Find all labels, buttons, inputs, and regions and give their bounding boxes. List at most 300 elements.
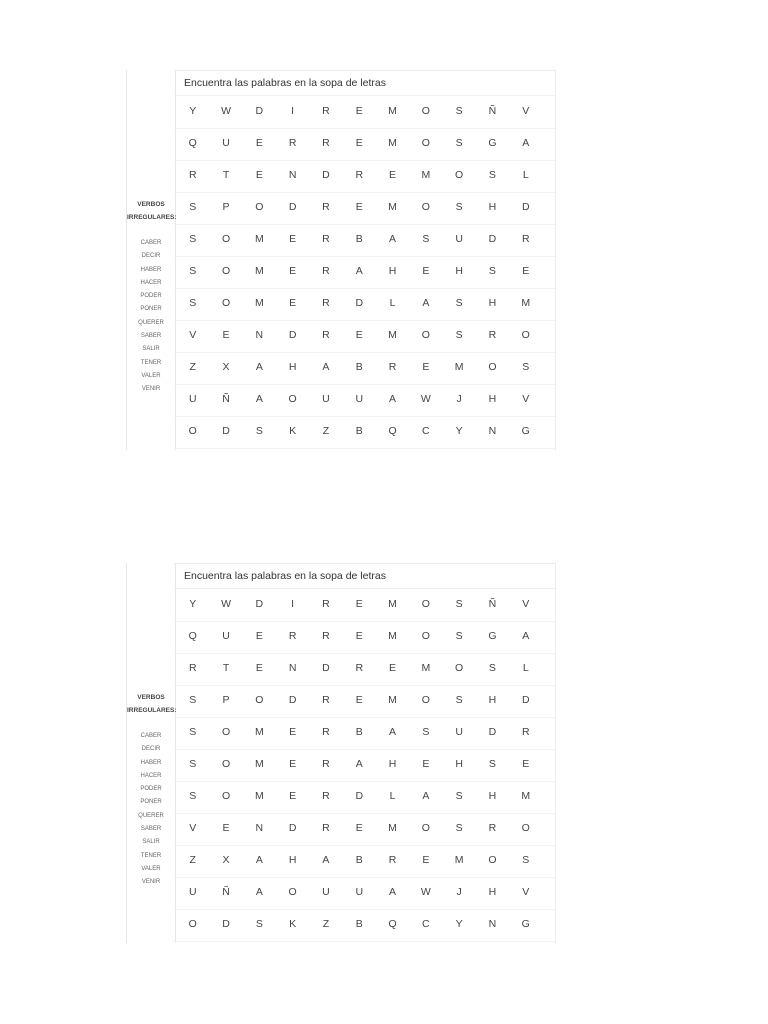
letter-cell[interactable]: S: [189, 297, 197, 309]
word-list-item: TENER: [140, 852, 162, 859]
letter-cell[interactable]: R: [322, 297, 330, 309]
letter-cell[interactable]: S: [488, 265, 496, 277]
letter-cell[interactable]: S: [488, 662, 496, 674]
word-list: [127, 237, 175, 397]
letter-cell[interactable]: Z: [322, 918, 330, 930]
letter-cell[interactable]: Ñ: [222, 886, 230, 898]
letter-cell[interactable]: S: [189, 758, 197, 770]
letter-cell[interactable]: E: [422, 854, 430, 866]
letter-cell[interactable]: O: [221, 233, 231, 245]
letter-cell[interactable]: R: [188, 169, 197, 181]
letter-cell[interactable]: D: [488, 726, 497, 738]
letter-cell[interactable]: A: [522, 137, 530, 149]
letter-cell[interactable]: A: [522, 630, 530, 642]
word-list-item: VENIR: [141, 879, 161, 886]
grid-row: [174, 96, 555, 129]
letter-cell[interactable]: O: [421, 105, 430, 117]
letter-cell[interactable]: D: [288, 329, 297, 341]
word-list-item: PODER: [140, 786, 162, 793]
letter-cell[interactable]: H: [488, 393, 497, 405]
letter-cell[interactable]: S: [189, 265, 197, 277]
letter-cell[interactable]: A: [255, 854, 263, 866]
letter-cell[interactable]: E: [355, 694, 363, 706]
letter-cell[interactable]: S: [455, 630, 463, 642]
letter-cell[interactable]: L: [522, 169, 529, 181]
letter-cell[interactable]: U: [355, 886, 364, 898]
letter-cell[interactable]: D: [255, 598, 264, 610]
letter-cell[interactable]: Ñ: [488, 598, 497, 610]
word-list-item: HACER: [140, 279, 162, 286]
letter-cell[interactable]: U: [188, 393, 197, 405]
letter-cell[interactable]: O: [421, 822, 430, 834]
letter-cell[interactable]: E: [222, 329, 230, 341]
letter-cell[interactable]: E: [255, 169, 263, 181]
letter-cell[interactable]: S: [189, 726, 197, 738]
letter-cell[interactable]: D: [288, 822, 297, 834]
letter-cell[interactable]: U: [455, 726, 463, 738]
letter-cell[interactable]: H: [488, 790, 497, 802]
letter-cell[interactable]: Ñ: [222, 393, 230, 405]
letter-cell[interactable]: M: [421, 662, 431, 674]
letter-cell[interactable]: A: [389, 393, 397, 405]
letter-cell[interactable]: C: [422, 425, 430, 437]
letter-cell[interactable]: M: [254, 758, 264, 770]
letter-cell[interactable]: O: [521, 822, 530, 834]
letter-cell[interactable]: H: [455, 265, 463, 277]
letter-cell[interactable]: X: [222, 361, 230, 373]
letter-cell[interactable]: U: [355, 393, 364, 405]
letter-cell[interactable]: R: [388, 854, 397, 866]
grid-row: [174, 877, 555, 910]
letter-cell[interactable]: R: [488, 822, 497, 834]
letter-cell[interactable]: E: [289, 233, 297, 245]
letter-cell[interactable]: O: [421, 694, 430, 706]
letter-cell[interactable]: A: [355, 758, 363, 770]
letter-cell[interactable]: V: [522, 598, 530, 610]
letter-cell[interactable]: B: [355, 854, 363, 866]
letter-cell[interactable]: R: [322, 726, 330, 738]
letter-cell[interactable]: U: [455, 233, 463, 245]
letter-cell[interactable]: O: [221, 265, 231, 277]
letter-cell[interactable]: R: [188, 662, 197, 674]
word-list-item: SALIR: [142, 839, 160, 846]
letter-cell[interactable]: K: [289, 918, 297, 930]
letter-cell[interactable]: A: [389, 233, 397, 245]
letter-cell[interactable]: A: [322, 854, 330, 866]
letter-cell[interactable]: S: [189, 694, 197, 706]
letter-cell[interactable]: O: [221, 790, 231, 802]
letter-cell[interactable]: B: [355, 233, 363, 245]
letter-cell[interactable]: M: [254, 233, 264, 245]
letter-cell[interactable]: H: [288, 361, 297, 373]
letter-cell[interactable]: B: [355, 918, 363, 930]
letter-cell[interactable]: E: [289, 758, 297, 770]
word-list-item: HABER: [140, 266, 162, 273]
letter-cell[interactable]: D: [255, 105, 264, 117]
grid-row: [174, 256, 555, 289]
letter-cell[interactable]: L: [522, 662, 529, 674]
letter-cell[interactable]: D: [222, 918, 230, 930]
letter-cell[interactable]: R: [322, 265, 330, 277]
grid-row: [174, 909, 555, 942]
letter-cell[interactable]: O: [421, 329, 430, 341]
grid-row: [174, 749, 555, 782]
letter-cell[interactable]: U: [222, 137, 230, 149]
letter-cell[interactable]: D: [222, 425, 230, 437]
word-list-item: CABER: [140, 733, 162, 739]
letter-cell[interactable]: R: [488, 329, 497, 341]
letter-cell[interactable]: U: [188, 886, 197, 898]
word-list-item: SABER: [140, 826, 162, 833]
letter-cell[interactable]: Z: [322, 425, 330, 437]
letter-cell[interactable]: E: [289, 726, 297, 738]
letter-cell[interactable]: S: [522, 854, 530, 866]
letter-cell[interactable]: M: [388, 822, 397, 834]
letter-cell[interactable]: R: [322, 630, 330, 642]
letter-cell[interactable]: V: [189, 329, 197, 341]
letter-cell[interactable]: R: [322, 598, 330, 610]
puzzle-title: Encuentra las palabras en la sopa de letras: [184, 77, 386, 89]
grid-row: [174, 320, 555, 353]
letter-cell[interactable]: A: [255, 361, 263, 373]
word-list-heading-line: VERBOS: [137, 201, 165, 208]
letter-cell[interactable]: I: [291, 598, 295, 610]
letter-cell[interactable]: E: [289, 265, 297, 277]
letter-cell[interactable]: O: [255, 201, 264, 213]
word-list-heading: [127, 691, 175, 717]
letter-cell[interactable]: Y: [455, 425, 463, 437]
letter-cell[interactable]: H: [288, 854, 297, 866]
letter-cell[interactable]: S: [455, 790, 463, 802]
word-list-heading-line: IRREGULARES:: [127, 214, 177, 221]
letter-cell[interactable]: M: [254, 265, 264, 277]
letter-cell[interactable]: S: [488, 758, 496, 770]
letter-cell[interactable]: A: [422, 297, 430, 309]
word-list-item: VALER: [141, 865, 161, 872]
word-list-heading-line: VERBOS: [137, 694, 165, 701]
letter-cell[interactable]: E: [422, 361, 430, 373]
grid-row: [174, 352, 555, 385]
letter-cell[interactable]: O: [188, 918, 197, 930]
word-list: [127, 730, 175, 890]
letter-cell[interactable]: R: [322, 201, 330, 213]
letter-cell[interactable]: J: [456, 393, 462, 405]
letter-cell[interactable]: R: [322, 694, 330, 706]
letter-cell[interactable]: A: [255, 393, 263, 405]
letter-cell[interactable]: B: [355, 726, 363, 738]
letter-cell[interactable]: R: [355, 169, 364, 181]
letter-cell[interactable]: R: [521, 726, 530, 738]
grid-row: [174, 845, 555, 878]
letter-cell[interactable]: M: [388, 694, 397, 706]
letter-cell[interactable]: A: [389, 886, 397, 898]
letter-cell[interactable]: W: [221, 105, 231, 117]
letter-cell[interactable]: H: [488, 694, 497, 706]
letter-cell[interactable]: W: [420, 393, 431, 405]
letter-cell[interactable]: Q: [388, 425, 397, 437]
word-list-item: PODER: [140, 293, 162, 300]
letter-cell[interactable]: W: [221, 598, 231, 610]
letter-cell[interactable]: S: [255, 918, 263, 930]
letter-cell[interactable]: Z: [189, 854, 196, 866]
letter-cell[interactable]: H: [388, 758, 397, 770]
letter-cell[interactable]: L: [389, 297, 396, 309]
letter-cell[interactable]: J: [456, 886, 462, 898]
letter-cell[interactable]: E: [289, 790, 297, 802]
letter-cell[interactable]: M: [521, 297, 531, 309]
letter-cell[interactable]: N: [488, 918, 497, 930]
letter-cell[interactable]: R: [322, 822, 330, 834]
letter-cell[interactable]: S: [189, 790, 197, 802]
letter-cell[interactable]: P: [222, 694, 230, 706]
letter-cell[interactable]: V: [522, 105, 530, 117]
letter-cell[interactable]: S: [189, 233, 197, 245]
letter-cell[interactable]: A: [322, 361, 330, 373]
letter-cell[interactable]: N: [288, 169, 297, 181]
letter-cell[interactable]: M: [388, 598, 397, 610]
letter-cell[interactable]: R: [322, 105, 330, 117]
letter-cell[interactable]: E: [222, 822, 230, 834]
word-list-panel: [126, 70, 176, 450]
letter-cell[interactable]: O: [221, 758, 231, 770]
letter-cell[interactable]: U: [322, 886, 330, 898]
letter-grid: [174, 563, 556, 944]
grid-row: [174, 685, 555, 718]
grid-row: [174, 288, 555, 321]
word-list-item: SABER: [140, 333, 162, 340]
letter-cell[interactable]: D: [355, 790, 364, 802]
letter-cell[interactable]: Q: [188, 137, 197, 149]
word-list-heading-line: IRREGULARES:: [127, 707, 177, 714]
letter-cell[interactable]: S: [422, 726, 430, 738]
word-list-item: HABER: [140, 759, 162, 766]
letter-cell[interactable]: H: [455, 758, 463, 770]
letter-cell[interactable]: E: [522, 265, 530, 277]
word-list-item: VALER: [141, 372, 161, 379]
letter-cell[interactable]: H: [388, 265, 397, 277]
letter-cell[interactable]: R: [322, 329, 330, 341]
letter-cell[interactable]: S: [422, 233, 430, 245]
letter-cell[interactable]: R: [355, 662, 364, 674]
letter-cell[interactable]: H: [488, 886, 497, 898]
letter-cell[interactable]: E: [355, 137, 363, 149]
letter-cell[interactable]: G: [521, 918, 530, 930]
word-search-sheet-2: [126, 563, 556, 943]
letter-cell[interactable]: M: [454, 854, 464, 866]
letter-cell[interactable]: Ñ: [488, 105, 497, 117]
grid-row: [174, 192, 555, 225]
grid-row: [174, 416, 555, 449]
letter-cell[interactable]: M: [254, 297, 264, 309]
letter-cell[interactable]: O: [521, 329, 530, 341]
letter-cell[interactable]: I: [291, 105, 295, 117]
letter-cell[interactable]: S: [455, 297, 463, 309]
letter-cell[interactable]: S: [455, 137, 463, 149]
letter-cell[interactable]: D: [322, 169, 330, 181]
grid-row: [174, 781, 555, 814]
letter-cell[interactable]: O: [421, 630, 430, 642]
letter-cell[interactable]: S: [488, 169, 496, 181]
word-list-item: PONER: [140, 306, 162, 313]
letter-cell[interactable]: T: [222, 662, 230, 674]
letter-cell[interactable]: M: [254, 790, 264, 802]
letter-cell[interactable]: E: [355, 630, 363, 642]
letter-cell[interactable]: Z: [189, 361, 196, 373]
letter-cell[interactable]: E: [422, 265, 430, 277]
letter-cell[interactable]: E: [389, 662, 397, 674]
letter-cell[interactable]: L: [389, 790, 396, 802]
letter-cell[interactable]: A: [422, 790, 430, 802]
letter-cell[interactable]: S: [455, 329, 463, 341]
letter-cell[interactable]: O: [488, 361, 497, 373]
letter-cell[interactable]: M: [388, 630, 397, 642]
letter-cell[interactable]: P: [222, 201, 230, 213]
word-list-item: TENER: [140, 359, 162, 366]
letter-cell[interactable]: Q: [188, 630, 197, 642]
word-list-item: DECIR: [141, 253, 161, 260]
letter-cell[interactable]: N: [255, 329, 264, 341]
letter-cell[interactable]: M: [388, 105, 397, 117]
letter-cell[interactable]: E: [355, 201, 363, 213]
letter-cell[interactable]: D: [488, 233, 497, 245]
letter-cell[interactable]: D: [521, 201, 530, 213]
grid-row: [174, 717, 555, 750]
letter-cell[interactable]: R: [322, 137, 330, 149]
letter-cell[interactable]: O: [288, 886, 297, 898]
letter-cell[interactable]: S: [455, 694, 463, 706]
word-list-item: QUERER: [138, 812, 164, 819]
letter-cell[interactable]: H: [488, 201, 497, 213]
letter-cell[interactable]: U: [322, 393, 330, 405]
letter-cell[interactable]: E: [255, 630, 263, 642]
letter-cell[interactable]: E: [355, 598, 363, 610]
grid-row: [174, 384, 555, 417]
letter-cell[interactable]: E: [255, 662, 263, 674]
letter-cell[interactable]: O: [455, 662, 464, 674]
letter-cell[interactable]: S: [255, 425, 263, 437]
letter-cell[interactable]: N: [488, 425, 497, 437]
letter-cell[interactable]: Y: [455, 918, 463, 930]
letter-cell[interactable]: R: [322, 758, 330, 770]
letter-cell[interactable]: M: [421, 169, 431, 181]
word-list-item: DECIR: [141, 746, 161, 753]
grid-row: [174, 653, 555, 686]
letter-cell[interactable]: T: [222, 169, 230, 181]
letter-cell[interactable]: N: [288, 662, 297, 674]
letter-cell[interactable]: B: [355, 361, 363, 373]
letter-cell[interactable]: H: [488, 297, 497, 309]
letter-cell[interactable]: O: [421, 598, 430, 610]
letter-cell[interactable]: E: [355, 329, 363, 341]
letter-cell[interactable]: E: [355, 105, 363, 117]
letter-cell[interactable]: A: [255, 886, 263, 898]
letter-cell[interactable]: D: [288, 694, 297, 706]
letter-cell[interactable]: N: [255, 822, 264, 834]
letter-cell[interactable]: Y: [189, 105, 197, 117]
letter-cell[interactable]: M: [388, 201, 397, 213]
word-list-item: QUERER: [138, 319, 164, 326]
letter-cell[interactable]: C: [422, 918, 430, 930]
letter-cell[interactable]: E: [355, 822, 363, 834]
letter-cell[interactable]: R: [288, 137, 297, 149]
letter-cell[interactable]: U: [222, 630, 230, 642]
letter-cell[interactable]: B: [355, 425, 363, 437]
letter-cell[interactable]: V: [189, 822, 197, 834]
letter-cell[interactable]: V: [522, 393, 530, 405]
letter-cell[interactable]: E: [255, 137, 263, 149]
grid-row: [174, 224, 555, 257]
letter-cell[interactable]: S: [455, 201, 463, 213]
grid-row: [174, 589, 555, 622]
letter-cell[interactable]: O: [488, 854, 497, 866]
word-list-heading: [127, 198, 175, 224]
letter-cell[interactable]: E: [522, 758, 530, 770]
grid-row: [174, 813, 555, 846]
letter-cell[interactable]: S: [189, 201, 197, 213]
word-list-item: HACER: [140, 772, 162, 779]
letter-cell[interactable]: X: [222, 854, 230, 866]
letter-cell[interactable]: E: [389, 169, 397, 181]
letter-cell[interactable]: Y: [189, 598, 197, 610]
letter-cell[interactable]: S: [455, 598, 463, 610]
letter-cell[interactable]: M: [521, 790, 531, 802]
letter-cell[interactable]: S: [455, 822, 463, 834]
letter-cell[interactable]: M: [454, 361, 464, 373]
letter-cell[interactable]: O: [421, 137, 430, 149]
letter-cell[interactable]: A: [355, 265, 363, 277]
letter-cell[interactable]: O: [455, 169, 464, 181]
letter-cell[interactable]: O: [221, 726, 231, 738]
letter-cell[interactable]: M: [388, 137, 397, 149]
letter-cell[interactable]: E: [422, 758, 430, 770]
letter-cell[interactable]: O: [421, 201, 430, 213]
letter-cell[interactable]: R: [288, 630, 297, 642]
letter-cell[interactable]: O: [221, 297, 231, 309]
word-list-panel: [126, 563, 176, 943]
letter-cell[interactable]: M: [254, 726, 264, 738]
letter-cell[interactable]: W: [420, 886, 431, 898]
grid-row: [174, 128, 555, 161]
letter-cell[interactable]: O: [288, 393, 297, 405]
letter-cell[interactable]: Q: [388, 918, 397, 930]
letter-cell[interactable]: S: [455, 105, 463, 117]
letter-cell[interactable]: D: [322, 662, 330, 674]
letter-cell[interactable]: R: [322, 790, 330, 802]
letter-cell[interactable]: D: [288, 201, 297, 213]
letter-cell[interactable]: D: [521, 694, 530, 706]
letter-cell[interactable]: R: [388, 361, 397, 373]
letter-cell[interactable]: O: [188, 425, 197, 437]
letter-cell[interactable]: G: [488, 137, 497, 149]
letter-cell[interactable]: V: [522, 886, 530, 898]
letter-cell[interactable]: G: [488, 630, 497, 642]
letter-cell[interactable]: R: [322, 233, 330, 245]
letter-cell[interactable]: D: [355, 297, 364, 309]
letter-cell[interactable]: G: [521, 425, 530, 437]
letter-cell[interactable]: O: [255, 694, 264, 706]
word-list-item: SALIR: [142, 346, 160, 353]
letter-cell[interactable]: M: [388, 329, 397, 341]
word-list-item: VENIR: [141, 386, 161, 393]
grid-row: [174, 160, 555, 193]
letter-cell[interactable]: A: [389, 726, 397, 738]
word-search-sheet-1: [126, 70, 556, 450]
letter-grid: [174, 70, 556, 451]
letter-cell[interactable]: E: [289, 297, 297, 309]
letter-cell[interactable]: S: [522, 361, 530, 373]
letter-cell[interactable]: K: [289, 425, 297, 437]
letter-cell[interactable]: R: [521, 233, 530, 245]
